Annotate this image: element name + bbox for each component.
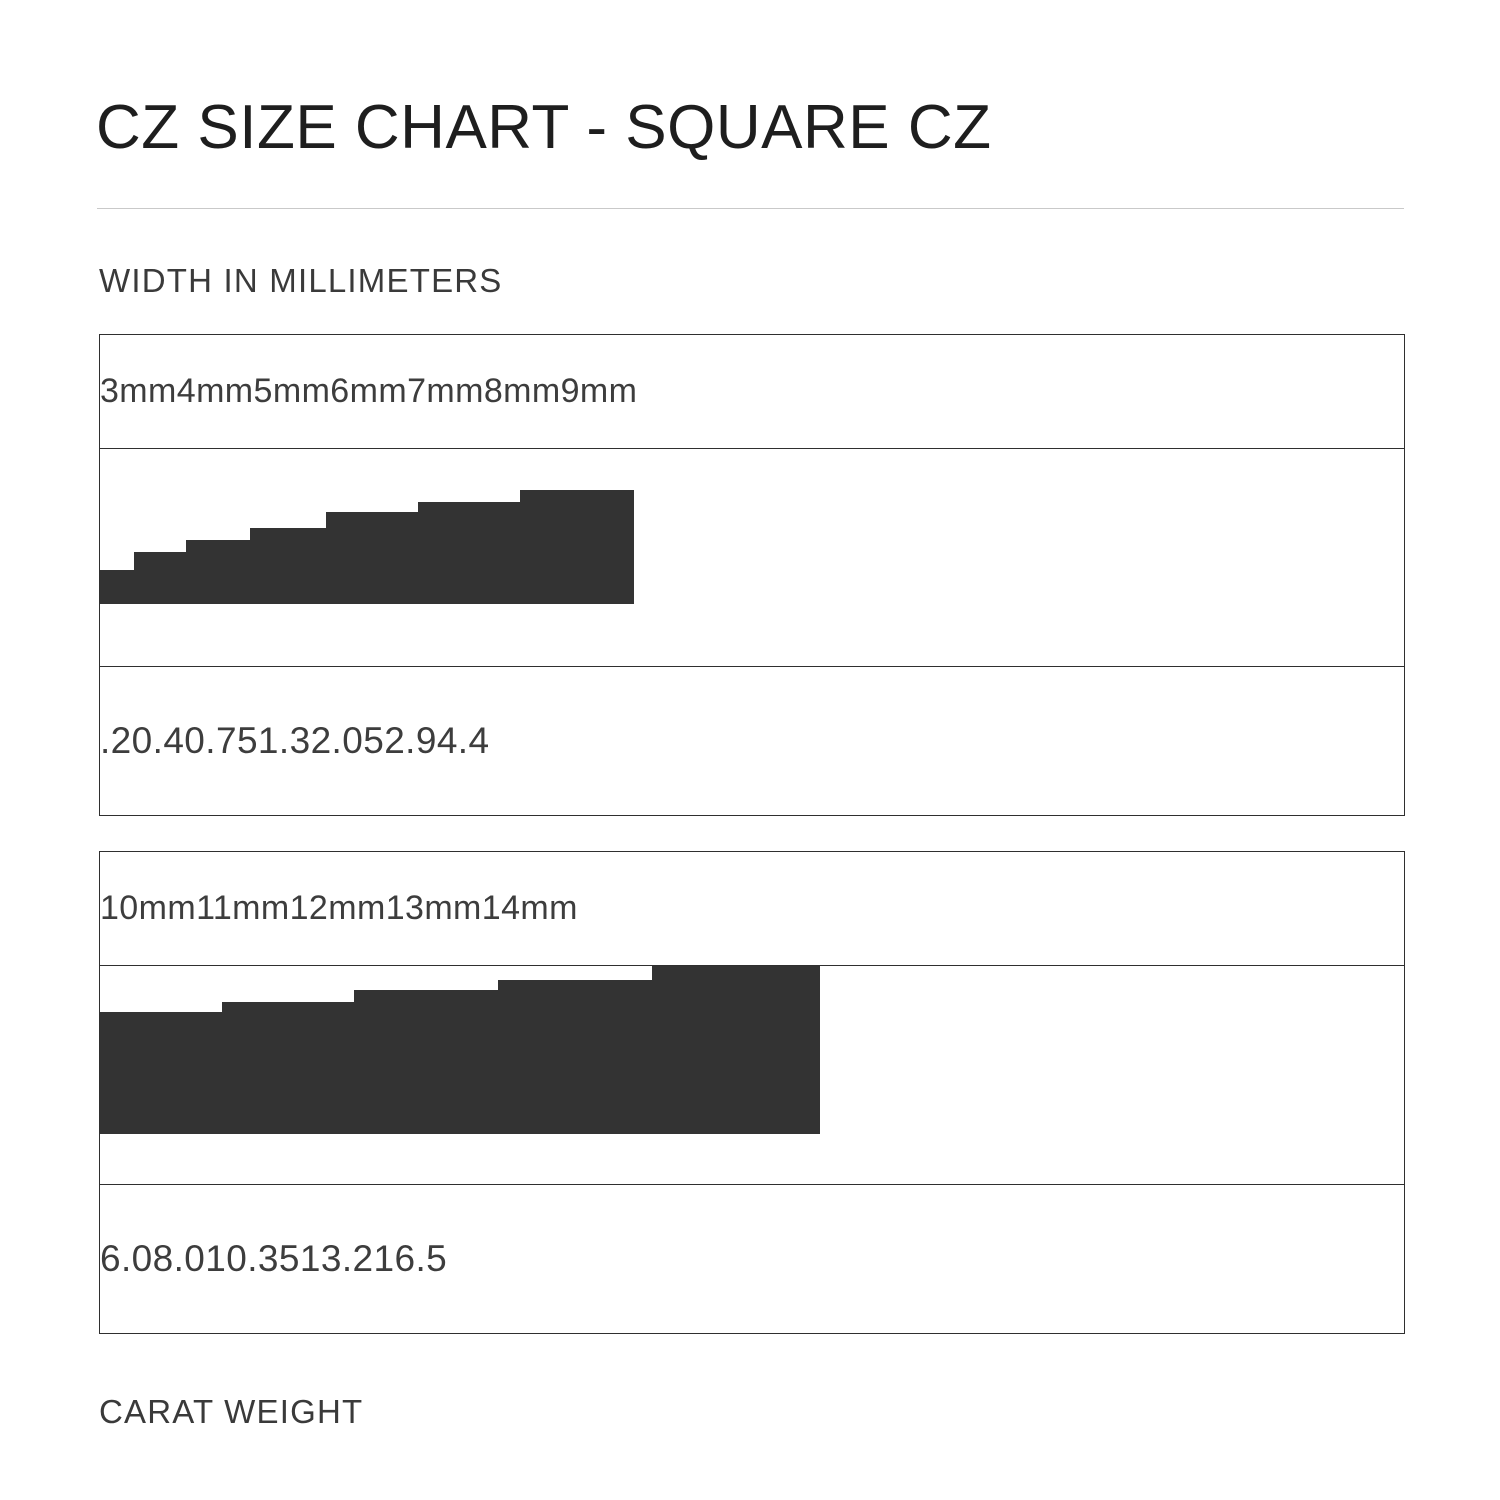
table-row (100, 449, 1404, 667)
carat-value: 1.3 (257, 720, 311, 761)
size-header-cell (330, 372, 407, 411)
carat-cell (258, 720, 311, 762)
size-label: 7mm (407, 372, 484, 410)
carat-cell (384, 720, 437, 762)
size-header-cell (386, 889, 482, 928)
size-table-small (99, 334, 1405, 816)
carat-value: 2.9 (384, 720, 437, 761)
gem-cell (100, 1012, 222, 1134)
square-gem-swatch (134, 552, 186, 604)
size-label: 4mm (176, 372, 254, 410)
size-label: 9mm (560, 372, 638, 410)
square-gem-swatch (418, 502, 520, 604)
gem-cell (222, 1002, 354, 1134)
carat-cell (153, 1238, 206, 1280)
carat-axis-label: CARAT WEIGHT (99, 1393, 364, 1430)
gem-cell (520, 490, 634, 604)
table-row (100, 335, 1404, 449)
size-label: 5mm (253, 372, 331, 410)
gem-cell (100, 570, 134, 604)
square-gem-swatch (652, 966, 820, 1134)
size-header-cell (561, 372, 638, 411)
size-header-cell (100, 372, 177, 411)
size-label: 3mm (100, 372, 177, 410)
square-gem-swatch (100, 1012, 222, 1134)
gem-cell (354, 990, 498, 1134)
size-label: 13mm (385, 889, 482, 927)
carat-cell (300, 1238, 374, 1280)
carat-value: 13.2 (299, 1238, 374, 1279)
size-header-cell (484, 372, 561, 411)
carat-value: 10.35 (205, 1238, 300, 1279)
size-header-cell (290, 889, 386, 928)
carat-cell (100, 1238, 153, 1280)
carat-cell (437, 720, 490, 762)
size-header-cell (100, 889, 196, 928)
size-label: 10mm (100, 889, 197, 927)
square-gem-swatch (250, 528, 326, 604)
carat-value: 4.4 (436, 720, 490, 761)
carat-cell (205, 1238, 300, 1280)
square-gem-swatch (186, 540, 250, 604)
carat-value: .75 (205, 720, 258, 761)
carat-cell (374, 1238, 448, 1280)
size-label: 12mm (289, 889, 386, 927)
table-row (100, 852, 1404, 966)
size-table-large (99, 851, 1405, 1334)
square-gem-swatch (326, 512, 418, 604)
carat-value: 6.0 (100, 1238, 153, 1279)
square-gem-swatch (520, 490, 634, 604)
size-label: 8mm (483, 372, 561, 410)
gem-cell (186, 540, 250, 604)
square-gem-swatch (222, 1002, 354, 1134)
size-header-cell (196, 889, 290, 928)
carat-cell (100, 720, 153, 762)
gem-cell (250, 528, 326, 604)
square-gem-swatch (354, 990, 498, 1134)
square-gem-swatch (498, 980, 652, 1134)
carat-cell (205, 720, 258, 762)
gem-cell (652, 966, 820, 1134)
square-gem-swatch (100, 570, 134, 604)
table-row (100, 966, 1404, 1185)
page-title: CZ SIZE CHART - SQUARE CZ (96, 93, 992, 162)
carat-value: 8.0 (152, 1238, 206, 1279)
carat-cell (153, 720, 206, 762)
carat-value: 2.05 (310, 720, 385, 761)
gem-cell (418, 502, 520, 604)
carat-cell (311, 720, 385, 762)
size-header-cell (407, 372, 484, 411)
table-row (100, 667, 1404, 815)
carat-value: 16.5 (373, 1238, 448, 1279)
gem-cell (326, 512, 418, 604)
size-label: 11mm (196, 889, 290, 927)
size-label: 6mm (330, 372, 408, 410)
gem-cell (498, 980, 652, 1134)
width-axis-label: WIDTH IN MILLIMETERS (99, 262, 503, 299)
carat-value: .40 (152, 720, 206, 761)
carat-value: .20 (100, 720, 153, 761)
title-divider (97, 208, 1404, 209)
size-header-cell (254, 372, 331, 411)
table-row (100, 1185, 1404, 1333)
size-label: 14mm (481, 889, 578, 927)
gem-cell (134, 552, 186, 604)
size-header-cell (482, 889, 578, 928)
size-header-cell (177, 372, 254, 411)
